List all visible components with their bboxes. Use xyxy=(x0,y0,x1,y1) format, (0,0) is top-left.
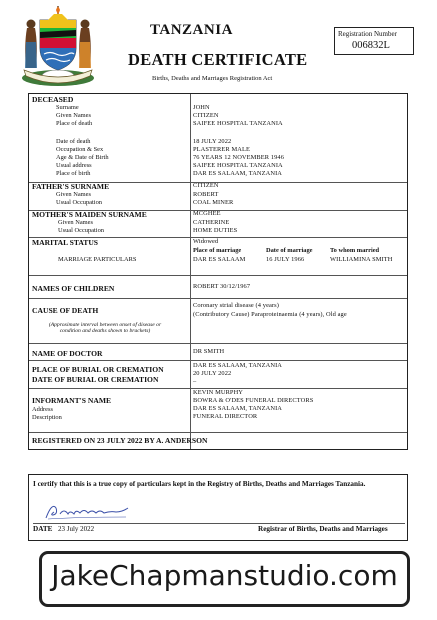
place-of-death-value: SAIFEE HOSPITAL TANZANIA xyxy=(193,120,283,127)
given-names-label: Given Names xyxy=(56,112,91,119)
document-title: DEATH CERTIFICATE xyxy=(128,50,308,69)
place-of-marriage-value: DAR ES SALAAM xyxy=(193,256,246,263)
children-value: ROBERT 30/12/1967 xyxy=(193,283,251,290)
children-heading: NAMES OF CHILDREN xyxy=(32,284,115,293)
coat-of-arms-emblem xyxy=(18,4,98,88)
registrar-title: Registrar of Births, Deaths and Marriages xyxy=(258,525,388,533)
row-divider xyxy=(29,432,407,433)
usual-address-label: Usual address xyxy=(56,162,92,169)
surname-value: JOHN xyxy=(193,104,210,111)
row-divider xyxy=(29,360,407,361)
occupation-label: Occupation & Sex xyxy=(56,146,104,153)
row-divider xyxy=(29,275,407,276)
informant-heading: INFORMANT'S NAME xyxy=(32,396,112,405)
act-subtitle: Births, Deaths and Marriages Registration Act xyxy=(152,75,273,82)
registration-number: 006832L xyxy=(352,40,390,51)
burial-place-value: DAR ES SALAAM, TANZANIA xyxy=(193,362,283,369)
marriage-particulars-label: MARRIAGE PARTICULARS xyxy=(58,256,137,263)
mother-given-label: Given Names xyxy=(58,219,93,226)
row-divider xyxy=(29,343,407,344)
date-rule xyxy=(33,523,405,524)
country-title: TANZANIA xyxy=(150,22,233,38)
cause-heading: CAUSE OF DEATH xyxy=(32,306,99,315)
date-label: DATE xyxy=(33,525,53,533)
father-surname-value: CITIZEN xyxy=(193,182,219,189)
burial-date-heading: DATE OF BURIAL OR CREMATION xyxy=(32,375,159,384)
informant-address-label: Address xyxy=(32,406,53,413)
given-names-value: CITIZEN xyxy=(193,112,219,119)
certification-text: I certify that this is a true copy of particulars kept in the Registry of Births, Deaths and Marriages Tanzania. xyxy=(33,480,366,488)
deceased-heading: DECEASED xyxy=(32,95,74,104)
father-given-label: Given Names xyxy=(56,191,91,198)
age-value: 76 YEARS 12 NOVEMBER 1946 xyxy=(193,154,285,161)
date-of-death-label: Date of death xyxy=(56,138,91,145)
place-of-marriage-header: Place of marriage xyxy=(193,247,242,254)
father-occupation-label: Usual Occupation xyxy=(56,199,102,206)
cause-note: (Approximate interval between onset of disease or condition and deaths shown to brackets) xyxy=(48,322,162,335)
watermark-text: JakeChapmanstudio.com xyxy=(51,559,398,592)
cause-line-1: Coronary strial disease (4 years) xyxy=(193,302,279,309)
to-whom-married-value: WILLIAMINA SMITH xyxy=(330,256,393,263)
registered-line: REGISTERED ON 23 JULY 2022 BY A. ANDERSON xyxy=(32,436,208,445)
informant-org-value: BOWRA & O'DES FUNERAL DIRECTORS xyxy=(193,397,314,404)
to-whom-married-header: To whom married xyxy=(330,247,380,254)
father-given-value: ROBERT xyxy=(193,191,219,198)
informant-description-label: Description xyxy=(32,414,62,421)
doctor-heading: NAME OF DOCTOR xyxy=(32,349,103,358)
registrar-signature xyxy=(42,500,132,522)
informant-address-value: DAR ES SALAAM, TANZANIA xyxy=(193,405,283,412)
place-of-birth-label: Place of birth xyxy=(56,170,91,177)
informant-name-value: KEVIN MURPHY xyxy=(193,389,244,396)
place-of-birth-value: DAR ES SALAAM, TANZANIA xyxy=(193,170,283,177)
date-value: 23 July 2022 xyxy=(58,525,95,533)
burial-date-value: 20 JULY 2022 xyxy=(193,370,232,377)
surname-label: Surname xyxy=(56,104,79,111)
column-divider xyxy=(190,94,191,449)
registration-label: Registration Number xyxy=(338,30,397,38)
mother-occupation-label: Usual Occupation xyxy=(58,227,104,234)
row-divider xyxy=(29,298,407,299)
age-label: Age & Date of Birth xyxy=(56,154,109,161)
marital-heading: MARITAL STATUS xyxy=(32,238,99,247)
usual-address-value: SAIFEE HOSPITAL TANZANIA xyxy=(193,162,283,169)
mother-occupation-value: HOME DUTIES xyxy=(193,227,238,234)
date-of-marriage-value: 16 JULY 1966 xyxy=(266,256,305,263)
father-heading: FATHER'S SURNAME xyxy=(32,182,110,191)
father-occupation-value: COAL MINER xyxy=(193,199,234,206)
burial-place-heading: PLACE OF BURIAL OR CREMATION xyxy=(32,365,164,374)
mother-surname-value: MCGHEE xyxy=(193,210,221,217)
marital-status-value: Widowed xyxy=(193,238,219,245)
doctor-value: DR SMITH xyxy=(193,348,225,355)
mother-heading: MOTHER'S MAIDEN SURNAME xyxy=(32,210,147,219)
occupation-value: PLASTERER MALE xyxy=(193,146,250,153)
date-of-marriage-header: Date of marriage xyxy=(266,247,313,254)
date-of-death-value: 18 JULY 2022 xyxy=(193,138,232,145)
burial-dash: – xyxy=(193,378,197,385)
cause-line-2: (Contributory Cause) Paraproteinaemia (4 years), Old age xyxy=(193,311,347,318)
place-of-death-label: Place of death xyxy=(56,120,93,127)
informant-description-value: FUNERAL DIRECTOR xyxy=(193,413,258,420)
mother-given-value: CATHERINE xyxy=(193,219,230,226)
